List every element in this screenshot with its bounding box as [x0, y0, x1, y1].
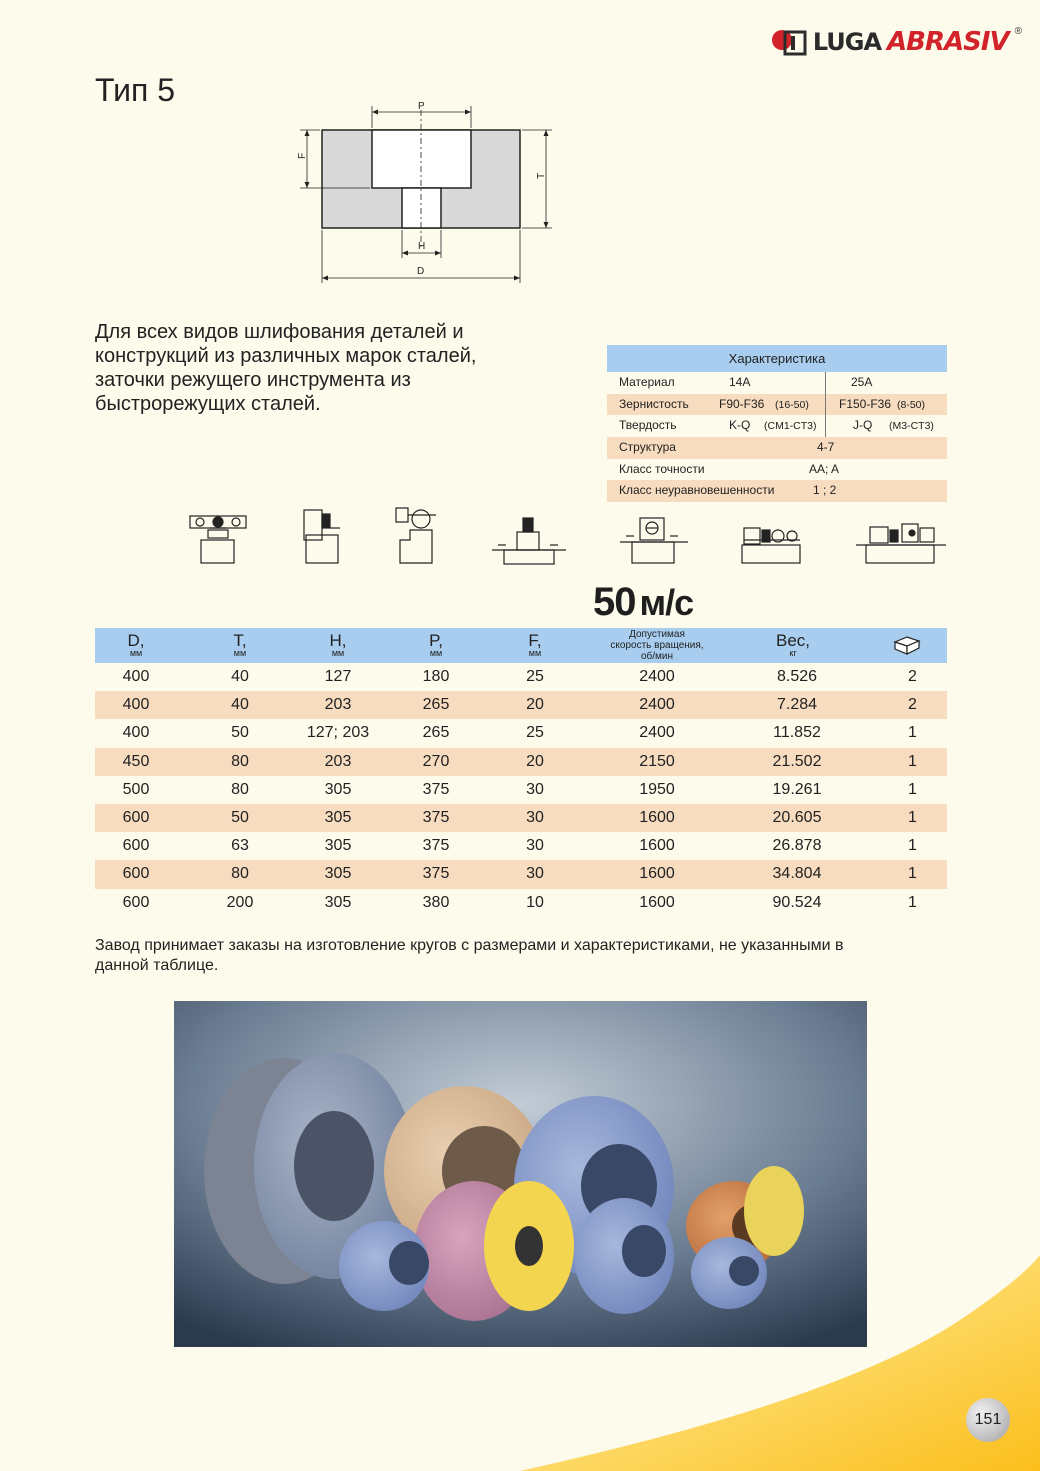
table-row — [95, 691, 947, 719]
cell-d: 400 — [122, 668, 150, 685]
cell-weight: 26.878 — [772, 837, 822, 855]
cell-h: 127 — [324, 668, 352, 685]
cell-weight: 21.502 — [772, 752, 822, 770]
logo-text-luga: LUGA — [812, 28, 882, 56]
cell-speed: 2150 — [639, 752, 675, 770]
cell-p: 265 — [422, 724, 450, 742]
cell-p: 180 — [422, 668, 450, 685]
char-value: 4-7 — [817, 440, 835, 455]
cell-qty: 1 — [908, 837, 917, 855]
bore-shape — [402, 188, 441, 228]
char-row-structure — [607, 437, 947, 459]
char-value-a: K-Q — [729, 418, 751, 433]
char-label: Зернистость — [619, 396, 689, 411]
char-label: Класс точности — [619, 461, 705, 476]
table-body — [95, 663, 947, 917]
brand-logo — [771, 26, 1022, 58]
table-row — [95, 776, 947, 804]
custom-order-note: Завод принимает заказы на изготовление кругов с размерами и характеристиками, не указанными в данной таблице. — [95, 937, 844, 974]
char-label: Материал — [619, 375, 675, 389]
characteristics-table — [607, 345, 947, 502]
cell-f: 25 — [526, 724, 544, 742]
cell-qty: 1 — [908, 724, 917, 742]
cell-d: 450 — [122, 752, 150, 770]
cell-weight: 7.284 — [776, 696, 818, 714]
char-value-a: 14A — [729, 375, 751, 389]
page-title: Тип 5 — [95, 72, 176, 108]
cell-h: 305 — [324, 837, 352, 855]
char-row-material — [607, 372, 947, 394]
cell-p: 375 — [422, 865, 450, 883]
logo-registered: ® — [1014, 26, 1022, 37]
char-note-b: (8-50) — [897, 398, 926, 411]
char-column-divider — [825, 372, 826, 437]
cell-h: 203 — [324, 696, 352, 714]
col-header-t: T, мм — [233, 631, 247, 658]
cell-p: 375 — [422, 780, 450, 798]
char-value: 1 ; 2 — [813, 483, 837, 498]
dim-label-f: F — [297, 152, 308, 159]
char-value-b: F150-F36 — [839, 396, 892, 411]
cell-qty: 1 — [908, 752, 917, 770]
cell-d: 600 — [122, 837, 150, 855]
logo-mark-icon — [771, 26, 807, 58]
char-row-accuracy — [607, 459, 947, 481]
cell-p: 375 — [422, 808, 450, 826]
char-value: AA; A — [809, 461, 840, 476]
centerless-grinder-icon — [742, 528, 800, 563]
cell-qty: 1 — [908, 808, 917, 826]
char-label: Класс неуравновешенности — [619, 483, 775, 498]
speed-value: 50 — [593, 580, 636, 624]
cell-f: 20 — [526, 696, 544, 714]
char-value-b: 25A — [851, 375, 873, 389]
table-row — [95, 719, 947, 747]
col-header-h: H, мм — [329, 631, 347, 658]
cell-p: 270 — [422, 752, 450, 770]
cell-f: 30 — [526, 837, 544, 855]
cell-weight: 20.605 — [772, 808, 822, 826]
cell-h: 305 — [324, 780, 352, 798]
cell-p: 380 — [422, 893, 450, 911]
cell-f: 30 — [526, 808, 544, 826]
cell-qty: 1 — [908, 780, 917, 798]
char-note-a: (CM1-CT3) — [764, 420, 817, 433]
char-row-imbalance — [607, 480, 947, 502]
cell-h: 305 — [324, 865, 352, 883]
col-header-speed: Допустимая скорость вращения, об/мин — [610, 629, 704, 662]
dim-label-d: D — [417, 266, 425, 277]
cell-qty: 2 — [908, 668, 917, 685]
cell-t: 80 — [231, 780, 249, 798]
double-disc-grinder-icon — [856, 524, 946, 563]
char-label: Твердость — [619, 418, 677, 433]
logo-text-abrasiv: ABRASIV — [887, 27, 1009, 57]
cylindrical-grinder-icon — [304, 510, 340, 563]
cell-h: 305 — [324, 808, 352, 826]
cell-p: 265 — [422, 696, 450, 714]
cell-speed: 1950 — [639, 780, 675, 798]
col-header-d: D, мм — [127, 631, 145, 658]
cell-t: 80 — [231, 865, 249, 883]
cell-d: 400 — [122, 724, 150, 742]
cell-speed: 2400 — [639, 696, 675, 714]
cell-t: 50 — [231, 724, 249, 742]
surface-grinder-icon — [190, 516, 246, 563]
cell-speed: 1600 — [639, 865, 675, 883]
table-row — [95, 748, 947, 776]
cell-t: 50 — [231, 808, 249, 826]
char-note-a: (16-50) — [775, 398, 809, 411]
face-grinder-icon — [492, 518, 566, 564]
dim-label-t: T — [536, 172, 547, 179]
tool-grinder-icon — [396, 508, 436, 563]
cell-d: 500 — [122, 780, 150, 798]
cell-f: 30 — [526, 865, 544, 883]
cell-t: 80 — [231, 752, 249, 770]
recess-shape — [372, 130, 471, 188]
table-row — [95, 889, 947, 917]
internal-grinder-icon — [620, 518, 688, 563]
characteristics-title: Характеристика — [607, 345, 947, 372]
machine-type-icons — [185, 505, 955, 575]
cell-f: 10 — [526, 893, 544, 911]
speed-unit: м/с — [639, 582, 694, 623]
cell-qty: 2 — [908, 696, 917, 714]
cell-d: 600 — [122, 865, 150, 883]
cell-d: 600 — [122, 808, 150, 826]
cell-d: 600 — [122, 893, 150, 911]
cell-t: 40 — [231, 696, 249, 714]
char-value-b: J-Q — [853, 418, 873, 433]
cell-weight: 11.852 — [773, 724, 821, 742]
page-number: 151 — [966, 1398, 1010, 1442]
col-header-p: P, мм — [429, 631, 443, 658]
table-row — [95, 860, 947, 888]
char-label: Структура — [619, 440, 676, 455]
cell-speed: 1600 — [639, 893, 675, 911]
cell-speed: 2400 — [639, 724, 675, 742]
cell-speed: 2400 — [639, 668, 675, 685]
char-note-b: (M3-CT3) — [889, 420, 934, 433]
cell-d: 400 — [122, 696, 150, 714]
max-speed-heading — [593, 580, 693, 625]
col-header-f: F, мм — [528, 631, 542, 658]
wheel-profile-diagram — [290, 95, 560, 290]
cell-h: 305 — [324, 893, 352, 911]
dim-label-h: H — [418, 241, 426, 252]
cell-speed: 1600 — [639, 837, 675, 855]
col-header-weight: Вес, кг — [775, 631, 811, 658]
cell-t: 63 — [231, 837, 249, 855]
application-description: Для всех видов шлифования деталей и конструкций из различных марок сталей, заточки режущего инструмента из быстрорежущих сталей. — [95, 321, 477, 415]
cell-h: 127; 203 — [306, 724, 370, 742]
cell-f: 30 — [526, 780, 544, 798]
table-row — [95, 804, 947, 832]
cell-qty: 1 — [908, 893, 917, 911]
table-row — [95, 663, 947, 691]
dim-label-p: P — [418, 101, 425, 112]
cell-weight: 90.524 — [772, 893, 822, 911]
cell-h: 203 — [324, 752, 352, 770]
char-value-a: F90-F36 — [719, 396, 765, 411]
product-photo — [174, 1001, 867, 1347]
char-row-grit — [607, 394, 947, 416]
box-icon — [893, 635, 921, 658]
cell-qty: 1 — [908, 865, 917, 883]
cell-t: 200 — [226, 893, 254, 911]
table-row — [95, 832, 947, 860]
cell-f: 20 — [526, 752, 544, 770]
cell-p: 375 — [422, 837, 450, 855]
table-header — [95, 628, 947, 663]
cell-t: 40 — [231, 668, 249, 685]
char-row-hardness — [607, 415, 947, 437]
dimensions-table — [95, 628, 947, 917]
cell-weight: 8.526 — [776, 668, 818, 685]
cell-weight: 34.804 — [772, 865, 822, 883]
cell-f: 25 — [526, 668, 544, 685]
cell-speed: 1600 — [639, 808, 675, 826]
cell-weight: 19.261 — [772, 780, 822, 798]
